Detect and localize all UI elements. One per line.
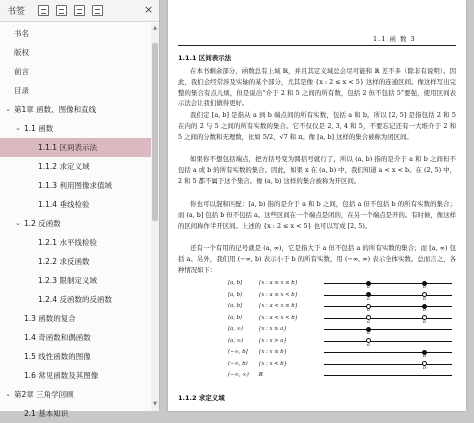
bookmark-item[interactable]	[0, 195, 151, 214]
bookmark-scrollbar[interactable]	[151, 23, 159, 411]
bookmark-label: 1.1 函数	[24, 124, 54, 133]
endpoint-label: b	[423, 319, 427, 325]
interval-row	[228, 349, 456, 361]
interval-set: {x : x ≥ a}	[258, 326, 287, 332]
interval-set: {x : x ≤ b}	[258, 349, 288, 355]
number-line	[324, 306, 452, 307]
bookmark-label: 1.6 常见函数及其图像	[24, 371, 99, 380]
interval-notation: (−∞, b)	[228, 360, 248, 367]
interval-notation: [a, b)	[228, 291, 243, 298]
bookmark-label: 版权	[14, 48, 29, 57]
endpoint-label: b	[423, 354, 427, 359]
bookmark-item[interactable]	[0, 43, 151, 62]
bookmark-item[interactable]	[0, 309, 151, 328]
interval-row	[228, 303, 456, 315]
scroll-down-icon[interactable]: ▼	[153, 401, 157, 407]
bookmark-label: 1.2 反函数	[24, 219, 61, 228]
interval-notation: (a, ∞)	[228, 337, 244, 344]
number-line	[324, 295, 452, 296]
interval-row	[228, 372, 456, 384]
bookmark-item[interactable]	[0, 62, 151, 81]
interval-notation: (−∞, ∞)	[228, 372, 249, 378]
endpoint-label: a	[367, 331, 370, 336]
bookmarks-toolbar	[0, 0, 159, 22]
bookmark-label: 目录	[14, 86, 29, 95]
bookmark-item[interactable]	[0, 366, 151, 385]
bookmark-options-icon[interactable]	[92, 5, 103, 16]
bookmark-item[interactable]	[0, 385, 151, 404]
bookmark-item[interactable]	[0, 290, 151, 309]
bookmark-label: 1.4 奇函数和偶函数	[24, 333, 91, 342]
bookmark-label: 1.3 函数的复合	[24, 314, 76, 323]
interval-notation: (a, b]	[228, 303, 243, 309]
number-line	[324, 329, 452, 330]
number-line	[324, 352, 452, 353]
interval-row	[228, 338, 456, 350]
bookmark-item[interactable]	[0, 271, 151, 290]
number-line	[324, 375, 452, 376]
expander-chevron-icon[interactable]: ⌄	[15, 219, 21, 227]
bookmark-item[interactable]	[0, 404, 151, 423]
endpoint-label: b	[423, 365, 427, 371]
interval-notation-figure	[228, 280, 456, 385]
bookmark-label: 1.2.1 水平线检验	[38, 238, 97, 247]
expander-chevron-icon[interactable]: ⌄	[5, 390, 11, 398]
scroll-up-icon[interactable]: ▲	[153, 25, 157, 31]
endpoint-label: a	[367, 296, 370, 302]
interval-set: {x : x < b}	[258, 360, 288, 367]
paragraph-1: 在本书剩余部分，函数总有上域 ℝ，并且其定义域总会尽可能和 ℝ 差不多（除非有说明）。因此，我们会经常涉及实轴的某个部分，尤其是像 {x : 2 ≤ x < 5} 这样的连通区间。像这样写出完整的集合有点儿烦，但是说出“介于 2 和 5 之间的所有数，包括 2 但不包括 5”要强，使用区间表示法会让我们做得更好。	[178, 67, 456, 108]
book-page	[168, 0, 466, 411]
interval-set: {x : a < x < b}	[258, 314, 299, 321]
interval-notation: [a, b]	[228, 280, 243, 286]
bookmark-item[interactable]	[0, 328, 151, 347]
bookmark-tree	[0, 23, 151, 418]
endpoint-label: a	[367, 285, 370, 290]
bookmark-label: 1.1.2 求定义域	[38, 162, 90, 171]
bookmark-label: 第2章 三角学回顾	[14, 390, 74, 399]
interval-notation: (−∞, b]	[228, 349, 248, 355]
bookmark-item[interactable]	[0, 347, 151, 366]
bookmark-label: 1.2.3 限制定义域	[38, 276, 97, 285]
bookmark-label: 第1章 函数、图像和直线	[14, 105, 97, 114]
bookmark-label: 1.2.2 求反函数	[38, 257, 90, 266]
endpoint-label: b	[423, 285, 427, 290]
section-title: 1.1.1 区间表示法	[178, 54, 232, 62]
running-head: 1.1 函 数 3	[373, 35, 416, 43]
endpoint-label: a	[367, 319, 370, 325]
bookmark-label: 前言	[14, 67, 29, 76]
bookmark-find-icon[interactable]	[74, 5, 85, 16]
bookmark-label: 书名	[14, 29, 29, 38]
bookmark-add-icon[interactable]	[56, 5, 67, 16]
bookmark-expand-icon[interactable]	[38, 5, 49, 16]
interval-row	[228, 280, 456, 292]
bookmark-label: 1.5 线性函数的图像	[24, 352, 91, 361]
expander-chevron-icon[interactable]: ⌄	[5, 105, 11, 113]
interval-set: {x : x > a}	[258, 337, 287, 344]
interval-set: ℝ	[258, 372, 263, 378]
scrollbar-thumb[interactable]	[152, 43, 158, 221]
next-section-title: 1.1.2 求定义域	[178, 394, 225, 402]
endpoint-label: a	[367, 342, 370, 348]
bookmark-label: 1.1.3 利用图像求值域	[38, 181, 112, 190]
paragraph-5: 还有一个有用的记号就是 (a, ∞)，它是指大于 a 但不包括 a 的所有实数的集合；而 [a, ∞) 包括 a。另外，我们用 (−∞, b) 表示小于 b 的所有实数，用 (−∞, ∞) 表示全体实数。总而言之，各种情况如下：	[178, 244, 456, 274]
paragraph-2: 我们定 [a, b] 是指从 a 到 b 端点间的所有实数，包括 a 和 b。所以 [2, 5] 是指包括 2 和 5 在内的 2 与 5 之间的所有实数的集合。它不仅仅是 2, 3, 4 和 5，不要忘记还有一大堆介于 2 和 5 之间的分数和无理数，比如 5/2、√7 和 π。像 [a, b] 这样的集合被称为闭区间。	[178, 111, 456, 141]
bookmark-item[interactable]	[0, 119, 151, 138]
endpoint-label: b	[423, 296, 427, 302]
bookmark-item[interactable]	[0, 24, 151, 43]
interval-row	[228, 361, 456, 373]
bookmark-label: 1.2.4 反函数的反函数	[38, 295, 112, 304]
interval-row	[228, 326, 456, 338]
interval-notation: [a, ∞)	[228, 326, 244, 332]
number-line	[324, 283, 452, 284]
bookmark-item[interactable]	[0, 252, 151, 271]
number-line	[324, 364, 452, 365]
header-rule	[178, 45, 456, 46]
paragraph-3: 如果你不想包括端点，把方括号变为圆括号就行了，所以 (a, b) 指的是介于 a 和 b 之间但不包括 a 或 b 的所有实数的集合。因此，如果 x 在 (a, b) 中，我们知道 a < x < b。在 (2, 5) 中，2 和 5 都不属于这个集合。像 (a, b) 这样的集合被称为开区间。	[178, 155, 456, 185]
interval-row	[228, 315, 456, 327]
interval-row	[228, 292, 456, 304]
number-line	[324, 341, 452, 342]
bookmarks-title: 书签	[7, 7, 26, 17]
bookmark-label: 1.1.1 区间表示法	[38, 143, 97, 152]
bookmark-item[interactable]	[0, 81, 151, 100]
endpoint-label: b	[423, 308, 427, 313]
bookmark-item[interactable]	[0, 214, 151, 233]
endpoint-label: a	[367, 308, 370, 313]
number-line	[324, 318, 452, 319]
bookmark-label: 2.1 基本知识	[24, 409, 69, 418]
bookmark-item[interactable]	[0, 176, 151, 195]
bookmark-label: 1.1.4 垂线检验	[38, 200, 90, 209]
bookmark-item[interactable]	[0, 233, 151, 252]
interval-set: {x : a < x ≤ b}	[258, 303, 299, 309]
interval-notation: (a, b)	[228, 314, 243, 321]
bookmarks-panel	[0, 0, 160, 418]
interval-set: {x : a ≤ x < b}	[258, 291, 299, 298]
interval-set: {x : a ≤ x ≤ b}	[258, 280, 299, 286]
bookmark-item-active[interactable]	[0, 138, 151, 157]
expander-chevron-icon[interactable]: ⌄	[15, 124, 21, 132]
bookmark-item[interactable]	[0, 100, 151, 119]
bookmark-item[interactable]	[0, 157, 151, 176]
close-icon[interactable]: ×	[144, 3, 154, 16]
paragraph-4: 你也可以混和匹配：[a, b) 指的是介于 a 和 b 之间，包括 a 但不包括 b 的所有实数的集合；而 (a, b] 包括 b 但不包括 a。这些区间在一个端点是闭的，在另一个端点是开的。有时候，像这样的区间称作半开区间。上述的 {x : 2 ≤ x < 5} 也可以写成 [2, 5)。	[178, 200, 456, 230]
